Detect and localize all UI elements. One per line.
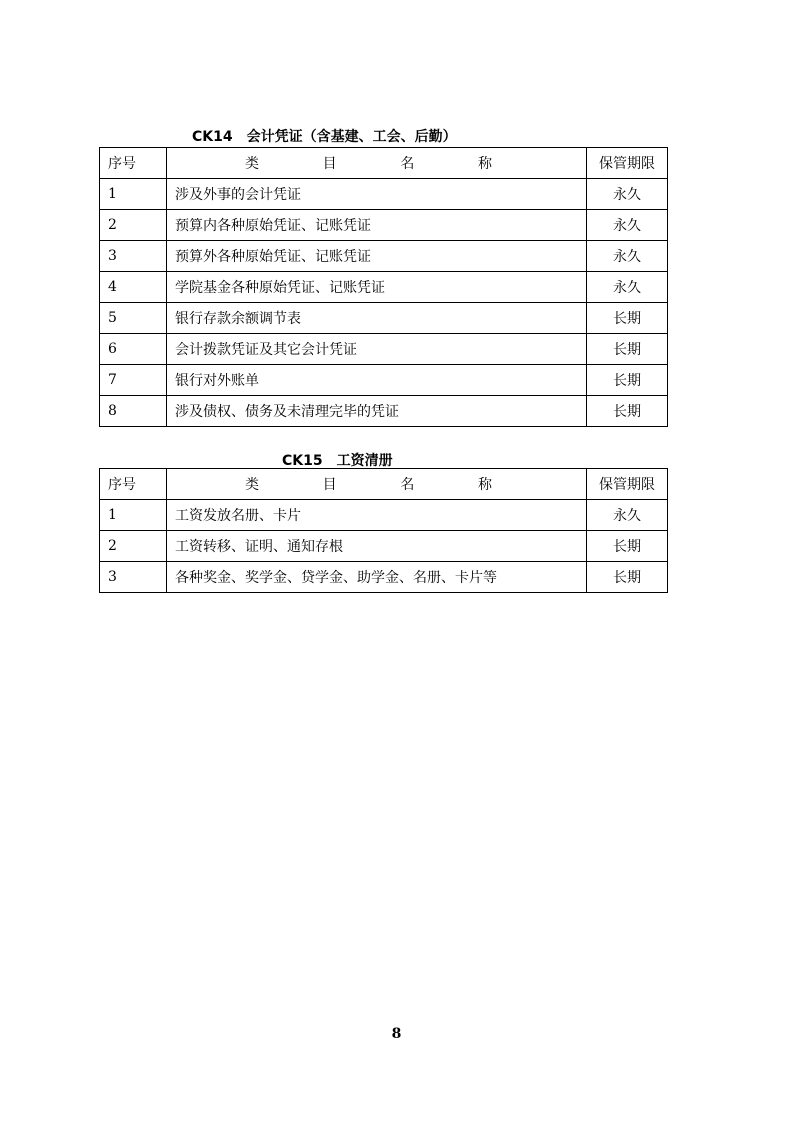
row-name: 各种奖金、奖学金、贷学金、助学金、名册、卡片等 [167, 562, 587, 593]
row-name: 会计拨款凭证及其它会计凭证 [167, 334, 587, 365]
row-name: 工资发放名册、卡片 [167, 500, 587, 531]
retention-table-ck14 [99, 147, 668, 427]
table-row [100, 562, 668, 593]
header-name [167, 148, 587, 179]
row-retention: 永久 [587, 241, 668, 272]
row-num: 1 [100, 500, 167, 531]
section-title-ck14: CK14 会计凭证（含基建、工会、后勤） [192, 129, 457, 145]
retention-table-ck15 [99, 468, 668, 593]
row-num: 2 [100, 531, 167, 562]
row-name: 学院基金各种原始凭证、记账凭证 [167, 272, 587, 303]
row-num: 3 [100, 562, 167, 593]
row-retention: 长期 [587, 396, 668, 427]
row-name: 银行存款余额调节表 [167, 303, 587, 334]
header-retention: 保管期限 [587, 148, 668, 179]
header-num: 序号 [100, 148, 167, 179]
row-num: 2 [100, 210, 167, 241]
table-row [100, 241, 668, 272]
header-name-char: 类 [245, 156, 259, 172]
row-retention: 长期 [587, 562, 668, 593]
row-name: 预算内各种原始凭证、记账凭证 [167, 210, 587, 241]
row-retention: 长期 [587, 334, 668, 365]
row-retention: 长期 [587, 365, 668, 396]
table-row [100, 500, 668, 531]
row-retention: 长期 [587, 303, 668, 334]
table-header-row [100, 469, 668, 500]
header-name-char: 名 [400, 156, 415, 172]
row-retention: 永久 [587, 500, 668, 531]
row-name: 涉及债权、债务及未清理完毕的凭证 [167, 396, 587, 427]
table-row [100, 210, 668, 241]
header-name-char: 目 [322, 156, 337, 172]
row-retention: 永久 [587, 179, 668, 210]
row-name: 涉及外事的会计凭证 [167, 179, 587, 210]
header-name-char: 称 [477, 477, 492, 493]
header-name [167, 469, 587, 500]
table-header-row [100, 148, 668, 179]
row-retention: 长期 [587, 531, 668, 562]
table-row [100, 179, 668, 210]
row-num: 1 [100, 179, 167, 210]
table-row [100, 334, 668, 365]
row-num: 8 [100, 396, 167, 427]
header-name-char: 称 [477, 156, 492, 172]
header-name-char: 目 [322, 477, 337, 493]
table-row [100, 272, 668, 303]
row-num: 6 [100, 334, 167, 365]
row-retention: 永久 [587, 210, 668, 241]
row-name: 银行对外账单 [167, 365, 587, 396]
header-retention: 保管期限 [587, 469, 668, 500]
row-num: 7 [100, 365, 167, 396]
row-name: 工资转移、证明、通知存根 [167, 531, 587, 562]
page-number: 8 [391, 1026, 402, 1042]
row-num: 5 [100, 303, 167, 334]
header-name-char: 类 [245, 477, 259, 493]
table-row [100, 396, 668, 427]
row-retention: 永久 [587, 272, 668, 303]
section-title-ck15: CK15 工资清册 [282, 453, 393, 469]
row-num: 4 [100, 272, 167, 303]
table-row [100, 531, 668, 562]
header-num: 序号 [100, 469, 167, 500]
row-num: 3 [100, 241, 167, 272]
row-name: 预算外各种原始凭证、记账凭证 [167, 241, 587, 272]
table-row [100, 365, 668, 396]
table-row [100, 303, 668, 334]
header-name-char: 名 [400, 477, 415, 493]
